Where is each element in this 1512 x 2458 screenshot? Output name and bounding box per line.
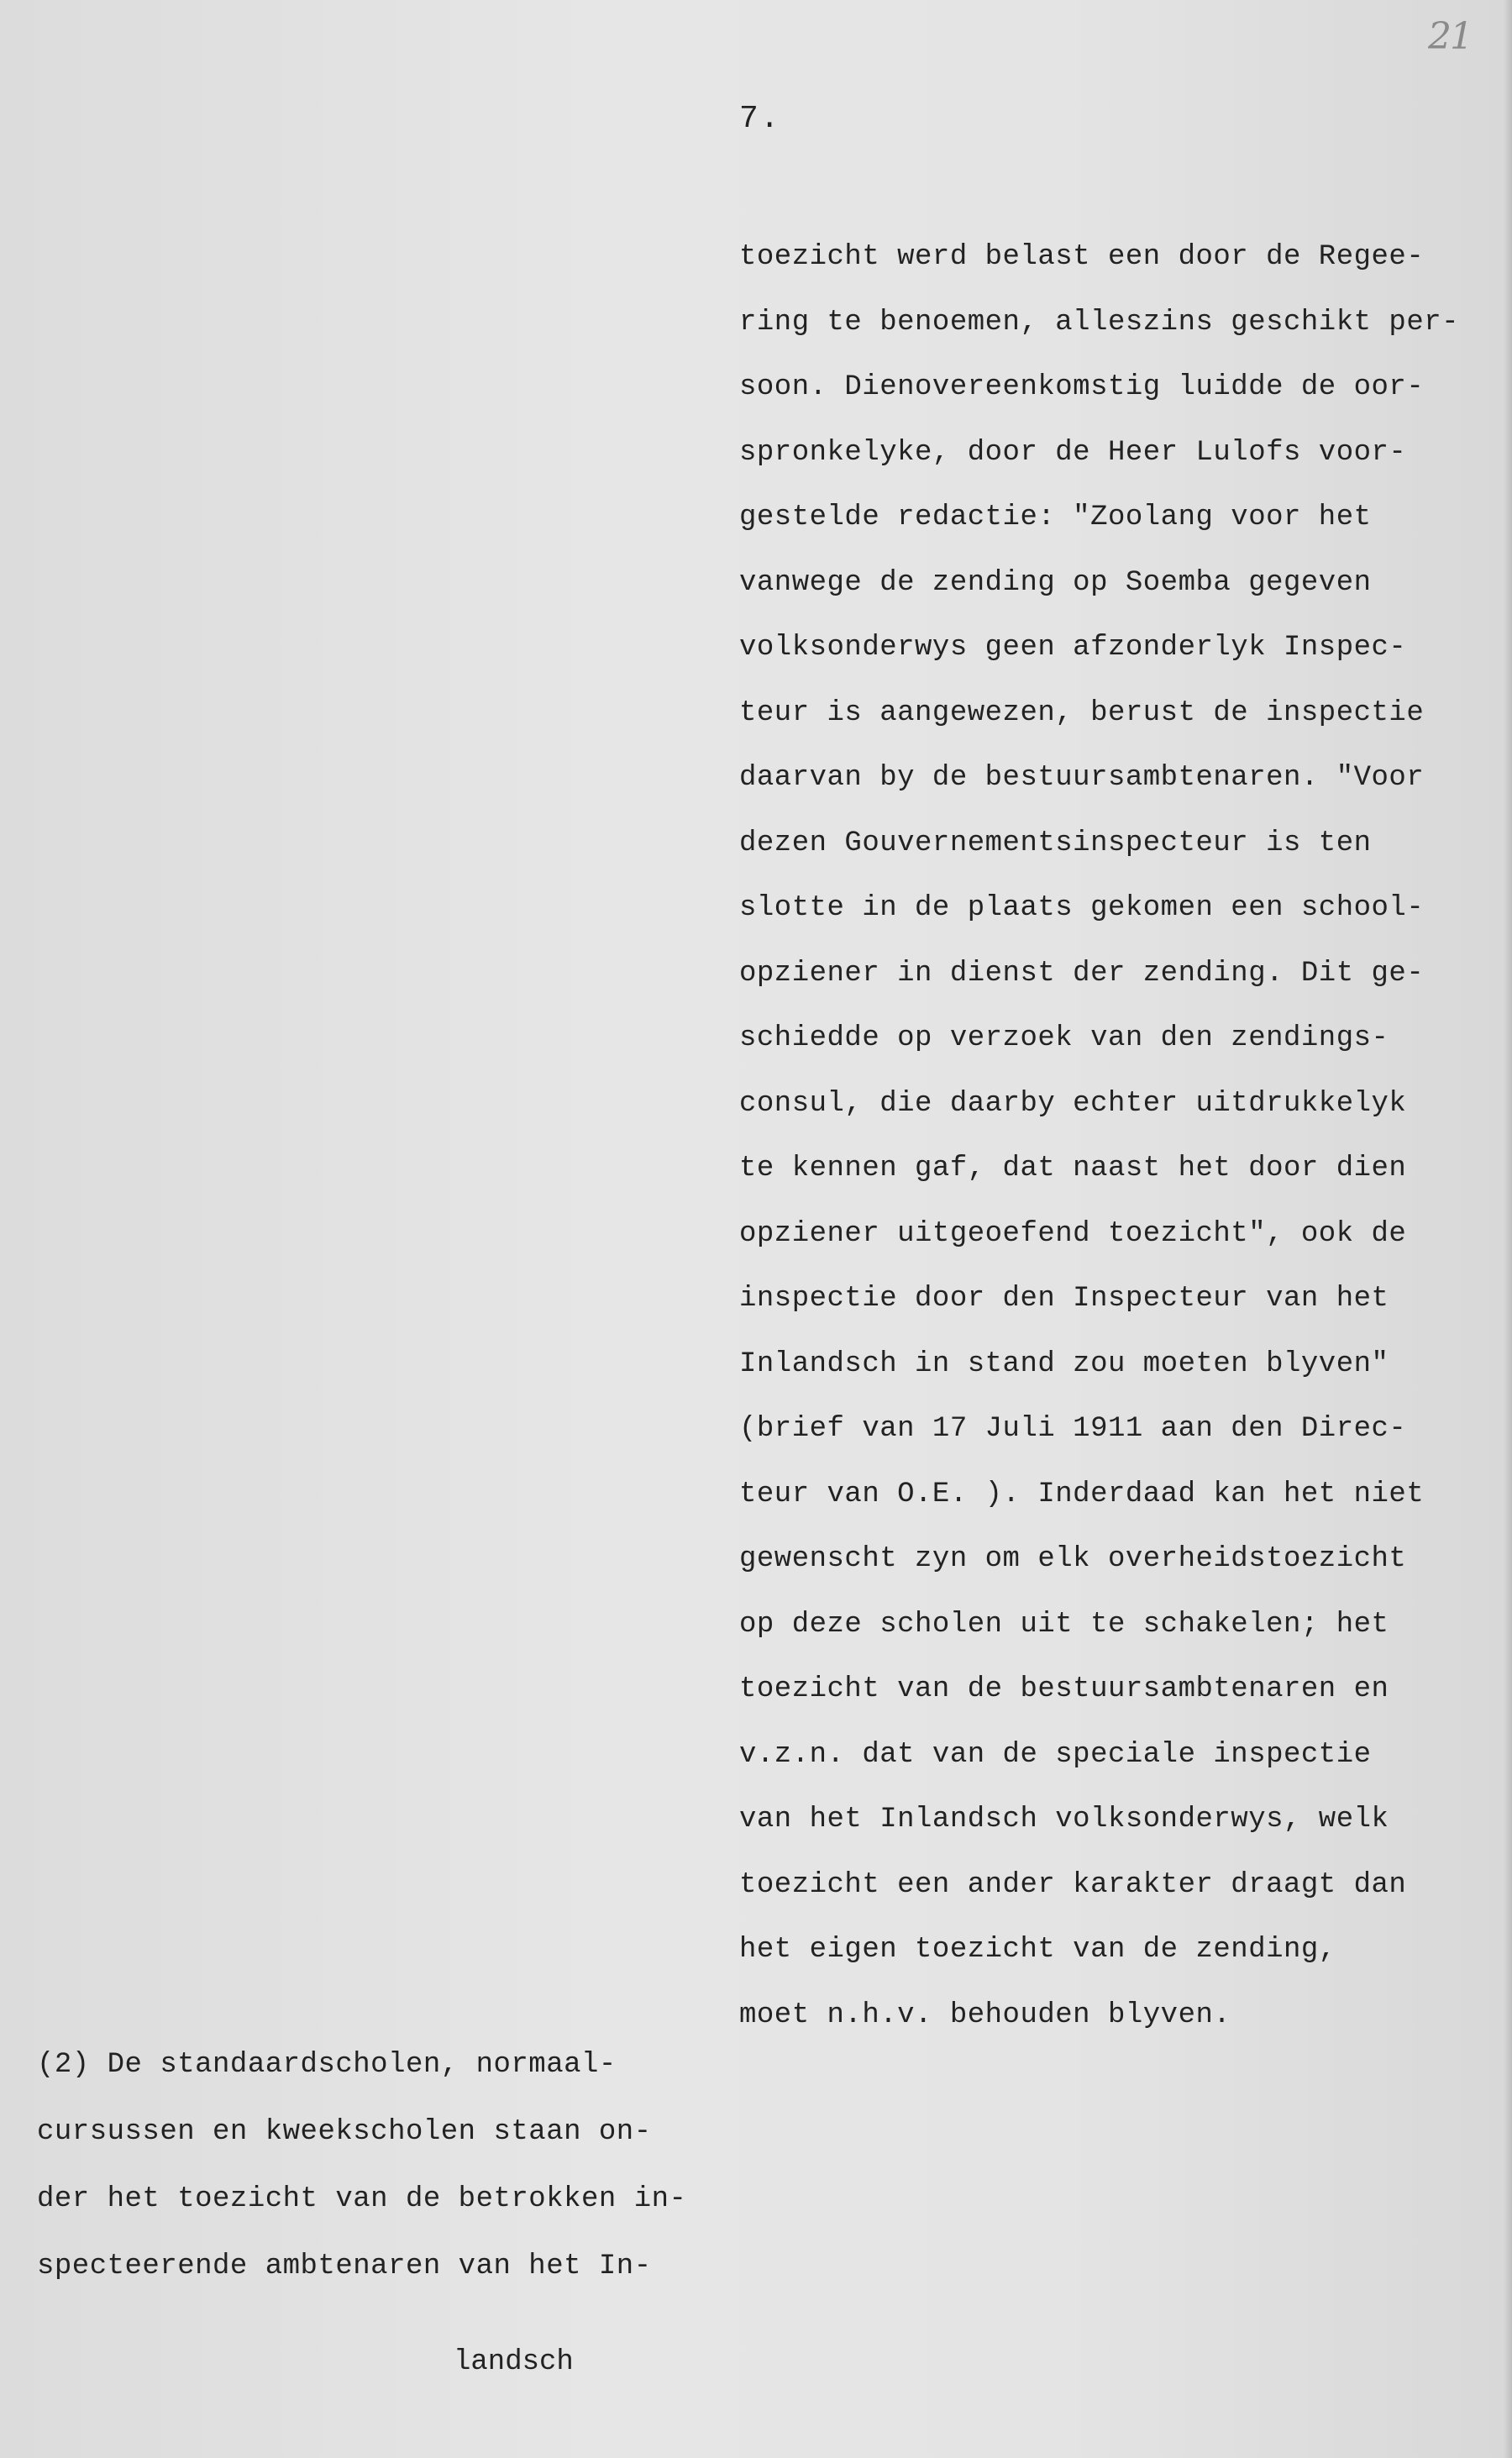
text-line: op deze scholen uit te schakelen; het [739,1608,1389,1641]
footnote-line: cursussen en kweekscholen staan on- [37,2116,652,2148]
text-line: gewenscht zyn om elk overheidstoezicht [739,1543,1407,1575]
text-line: opziener in dienst der zending. Dit ge- [739,957,1425,990]
text-line: inspectie door den Inspecteur van het [739,1283,1389,1315]
text-line: te kennen gaf, dat naast het door dien [739,1153,1407,1184]
text-line: daarvan by de bestuursambtenaren. "Voor [739,762,1425,794]
text-line: toezicht een ander karakter draagt dan [739,1868,1407,1901]
text-line: v.z.n. dat van de speciale inspectie [739,1738,1372,1771]
text-line: teur van O.E. ). Inderdaad kan het niet [739,1478,1425,1510]
text-line: moet n.h.v. behouden blyven. [739,1998,1231,2031]
text-line: soon. Dienovereenkomstig luidde de oor- [739,371,1425,403]
footnote-line: der het toezicht van de betrokken in- [37,2183,687,2215]
text-line: spronkelyke, door de Heer Lulofs voor- [739,436,1407,469]
text-line: teur is aangewezen, berust de inspectie [739,696,1425,729]
archive-page-number: 21 [1428,15,1472,58]
main-text-block [739,225,1459,2048]
text-line: het eigen toezicht van de zending, [739,1934,1336,1966]
text-line: volksonderwys geen afzonderlyk Inspec- [739,632,1407,664]
text-line: vanwege de zending op Soemba gegeven [739,566,1372,599]
text-line: slotte in de plaats gekomen een school- [739,892,1425,924]
page-number: 7. [739,101,781,137]
footnote-block [37,2031,686,2300]
text-line: dezen Gouvernementsinspecteur is ten [739,827,1372,859]
text-line: gestelde redactie: "Zoolang voor het [739,502,1372,533]
text-line: van het Inlandsch volksonderwys, welk [739,1804,1389,1836]
text-line: (brief van 17 Juli 1911 aan den Direc- [739,1413,1407,1445]
footnote-line: (2) De standaardscholen, normaal- [37,2049,617,2081]
text-line: schiedde op verzoek van den zendings- [739,1022,1389,1054]
text-line: opziener uitgeoefend toezicht", ook de [739,1217,1407,1250]
footnote-continuation: landsch [454,2346,574,2378]
text-line: toezicht van de bestuursambtenaren en [739,1673,1389,1705]
page-edge-shadow [1504,0,1512,2458]
text-line: ring te benoemen, alleszins geschikt per- [739,306,1460,339]
text-line: Inlandsch in stand zou moeten blyven" [739,1347,1389,1380]
text-line: toezicht werd belast een door de Regee- [739,241,1425,273]
text-line: consul, die daarby echter uitdrukkelyk [739,1087,1407,1120]
footnote-line: specteerende ambtenaren van het In- [37,2251,652,2282]
